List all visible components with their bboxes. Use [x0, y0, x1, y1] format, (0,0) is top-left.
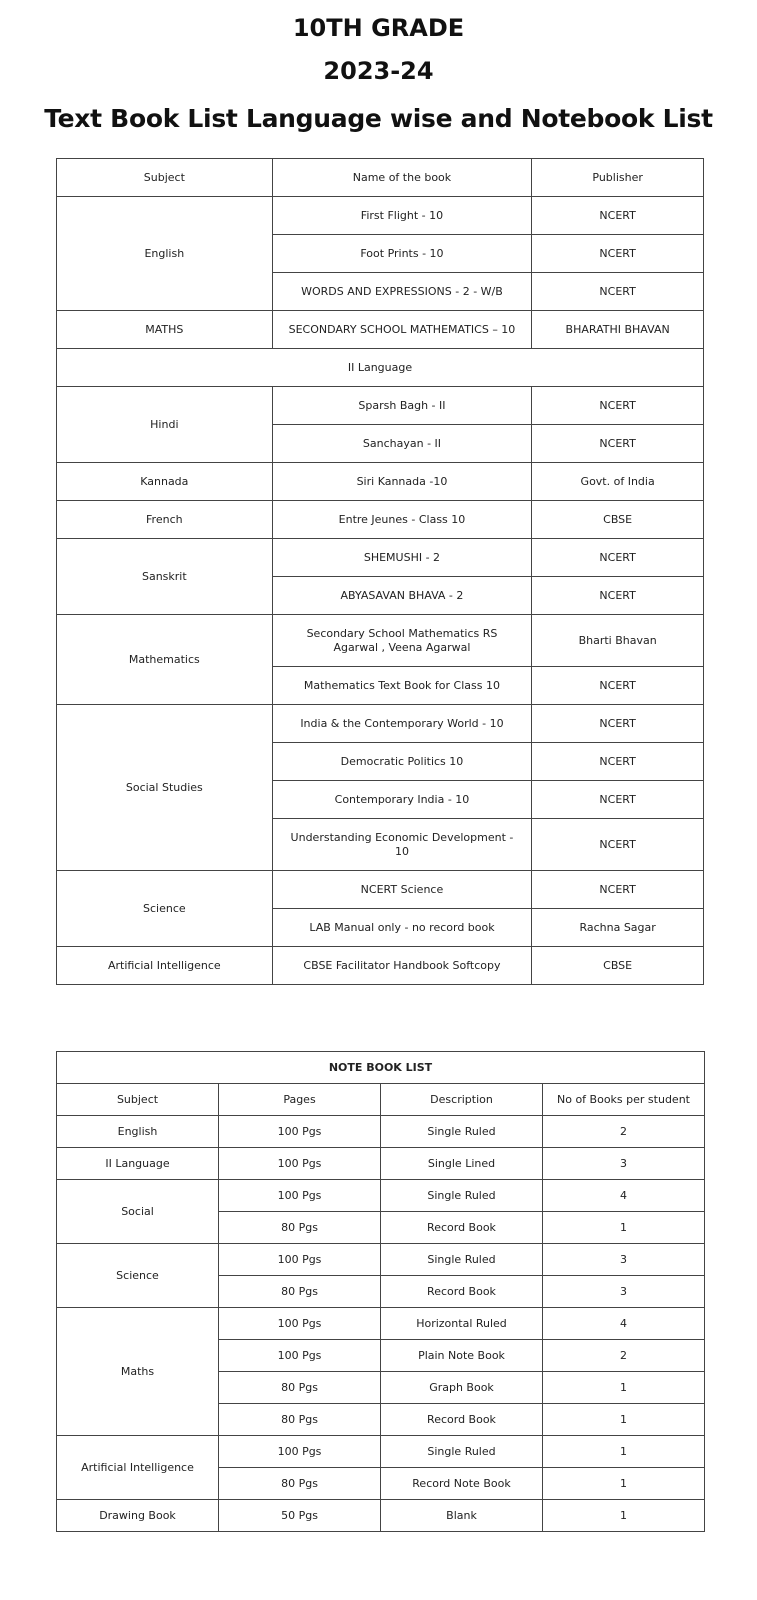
- description-cell: Single Ruled: [381, 1436, 543, 1468]
- count-cell: 3: [543, 1148, 705, 1180]
- description-cell: Horizontal Ruled: [381, 1308, 543, 1340]
- pages-cell: 100 Pgs: [219, 1436, 381, 1468]
- column-header: Pages: [219, 1084, 381, 1116]
- column-header: No of Books per student: [543, 1084, 705, 1116]
- subject-cell: MATHS: [57, 311, 273, 349]
- table-row: [57, 871, 704, 909]
- pages-cell: 100 Pgs: [219, 1180, 381, 1212]
- table-row: [57, 705, 704, 743]
- subject-cell: Science: [57, 871, 273, 947]
- count-cell: 2: [543, 1340, 705, 1372]
- book-name-cell: Sparsh Bagh - II: [272, 387, 532, 425]
- publisher-cell: NCERT: [532, 197, 704, 235]
- book-name-cell: India & the Contemporary World - 10: [272, 705, 532, 743]
- section-row: [57, 349, 704, 387]
- table-header-row: [57, 1084, 705, 1116]
- subject-cell: English: [57, 1116, 219, 1148]
- table-row: [57, 1436, 705, 1468]
- publisher-cell: NCERT: [532, 667, 704, 705]
- table-header-row: [57, 159, 704, 197]
- table-row: [57, 501, 704, 539]
- table-row: [57, 311, 704, 349]
- subject-cell: Maths: [57, 1308, 219, 1436]
- publisher-cell: Bharti Bhavan: [532, 615, 704, 667]
- pages-cell: 80 Pgs: [219, 1276, 381, 1308]
- publisher-cell: NCERT: [532, 781, 704, 819]
- publisher-cell: NCERT: [532, 539, 704, 577]
- grade-heading: 10TH GRADE: [292, 14, 465, 42]
- table-row: [57, 387, 704, 425]
- description-cell: Single Ruled: [381, 1180, 543, 1212]
- publisher-cell: NCERT: [532, 705, 704, 743]
- count-cell: 3: [543, 1244, 705, 1276]
- subject-cell: Hindi: [57, 387, 273, 463]
- subject-cell: Drawing Book: [57, 1500, 219, 1532]
- publisher-cell: NCERT: [532, 387, 704, 425]
- description-cell: Record Book: [381, 1212, 543, 1244]
- description-cell: Single Lined: [381, 1148, 543, 1180]
- pages-cell: 100 Pgs: [219, 1308, 381, 1340]
- book-name-cell: SHEMUSHI - 2: [272, 539, 532, 577]
- table-row: [57, 1116, 705, 1148]
- pages-cell: 80 Pgs: [219, 1468, 381, 1500]
- publisher-cell: Rachna Sagar: [532, 909, 704, 947]
- book-name-cell: WORDS AND EXPRESSIONS - 2 - W/B: [272, 273, 532, 311]
- pages-cell: 100 Pgs: [219, 1148, 381, 1180]
- pages-cell: 80 Pgs: [219, 1404, 381, 1436]
- section-label: II Language: [57, 349, 704, 387]
- subject-cell: Social: [57, 1180, 219, 1244]
- table-row: [57, 1180, 705, 1212]
- table-row: [57, 463, 704, 501]
- publisher-cell: NCERT: [532, 743, 704, 781]
- book-name-cell: Secondary School Mathematics RS Agarwal , Veena Agarwal: [272, 615, 532, 667]
- count-cell: 1: [543, 1404, 705, 1436]
- book-name-cell: Entre Jeunes - Class 10: [272, 501, 532, 539]
- pages-cell: 100 Pgs: [219, 1340, 381, 1372]
- book-name-cell: Sanchayan - II: [272, 425, 532, 463]
- book-name-cell: LAB Manual only - no record book: [272, 909, 532, 947]
- notebook-list-table: [56, 1051, 705, 1532]
- count-cell: 3: [543, 1276, 705, 1308]
- description-cell: Plain Note Book: [381, 1340, 543, 1372]
- year-heading: 2023-24: [323, 57, 434, 85]
- publisher-cell: NCERT: [532, 577, 704, 615]
- description-cell: Blank: [381, 1500, 543, 1532]
- publisher-cell: BHARATHI BHAVAN: [532, 311, 704, 349]
- count-cell: 1: [543, 1372, 705, 1404]
- subject-cell: Science: [57, 1244, 219, 1308]
- publisher-cell: NCERT: [532, 273, 704, 311]
- count-cell: 4: [543, 1308, 705, 1340]
- column-header: Subject: [57, 159, 273, 197]
- book-name-cell: ABYASAVAN BHAVA - 2: [272, 577, 532, 615]
- subject-cell: II Language: [57, 1148, 219, 1180]
- table-row: [57, 1244, 705, 1276]
- count-cell: 1: [543, 1500, 705, 1532]
- book-name-cell: Foot Prints - 10: [272, 235, 532, 273]
- table-row: [57, 1148, 705, 1180]
- book-name-cell: Democratic Politics 10: [272, 743, 532, 781]
- description-cell: Record Book: [381, 1276, 543, 1308]
- book-name-cell: SECONDARY SCHOOL MATHEMATICS – 10: [272, 311, 532, 349]
- pages-cell: 80 Pgs: [219, 1372, 381, 1404]
- subject-cell: French: [57, 501, 273, 539]
- table-row: [57, 1308, 705, 1340]
- table-row: [57, 539, 704, 577]
- description-cell: Single Ruled: [381, 1244, 543, 1276]
- table-title-row: [57, 1052, 705, 1084]
- pages-cell: 80 Pgs: [219, 1212, 381, 1244]
- table-title: NOTE BOOK LIST: [57, 1052, 705, 1084]
- pages-cell: 100 Pgs: [219, 1116, 381, 1148]
- description-cell: Record Note Book: [381, 1468, 543, 1500]
- table-row: [57, 615, 704, 667]
- subject-cell: Mathematics: [57, 615, 273, 705]
- book-name-cell: Mathematics Text Book for Class 10: [272, 667, 532, 705]
- count-cell: 1: [543, 1468, 705, 1500]
- book-name-cell: Contemporary India - 10: [272, 781, 532, 819]
- pages-cell: 100 Pgs: [219, 1244, 381, 1276]
- book-name-cell: Siri Kannada -10: [272, 463, 532, 501]
- subject-cell: Artificial Intelligence: [57, 947, 273, 985]
- publisher-cell: CBSE: [532, 501, 704, 539]
- column-header: Name of the book: [272, 159, 532, 197]
- column-header: Description: [381, 1084, 543, 1116]
- table-row: [57, 1500, 705, 1532]
- textbook-list-table: [56, 158, 704, 985]
- count-cell: 2: [543, 1116, 705, 1148]
- count-cell: 1: [543, 1436, 705, 1468]
- count-cell: 1: [543, 1212, 705, 1244]
- subject-cell: Artificial Intelligence: [57, 1436, 219, 1500]
- subject-cell: Kannada: [57, 463, 273, 501]
- publisher-cell: Govt. of India: [532, 463, 704, 501]
- column-header: Publisher: [532, 159, 704, 197]
- pages-cell: 50 Pgs: [219, 1500, 381, 1532]
- table-row: [57, 947, 704, 985]
- publisher-cell: NCERT: [532, 235, 704, 273]
- book-name-cell: NCERT Science: [272, 871, 532, 909]
- publisher-cell: NCERT: [532, 425, 704, 463]
- count-cell: 4: [543, 1180, 705, 1212]
- page-title: Text Book List Language wise and Notebook List: [44, 104, 713, 133]
- subject-cell: Sanskrit: [57, 539, 273, 615]
- publisher-cell: CBSE: [532, 947, 704, 985]
- publisher-cell: NCERT: [532, 871, 704, 909]
- book-name-cell: CBSE Facilitator Handbook Softcopy: [272, 947, 532, 985]
- book-name-cell: First Flight - 10: [272, 197, 532, 235]
- description-cell: Single Ruled: [381, 1116, 543, 1148]
- description-cell: Record Book: [381, 1404, 543, 1436]
- subject-cell: Social Studies: [57, 705, 273, 871]
- table-row: [57, 197, 704, 235]
- column-header: Subject: [57, 1084, 219, 1116]
- publisher-cell: NCERT: [532, 819, 704, 871]
- book-name-cell: Understanding Economic Development - 10: [272, 819, 532, 871]
- description-cell: Graph Book: [381, 1372, 543, 1404]
- subject-cell: English: [57, 197, 273, 311]
